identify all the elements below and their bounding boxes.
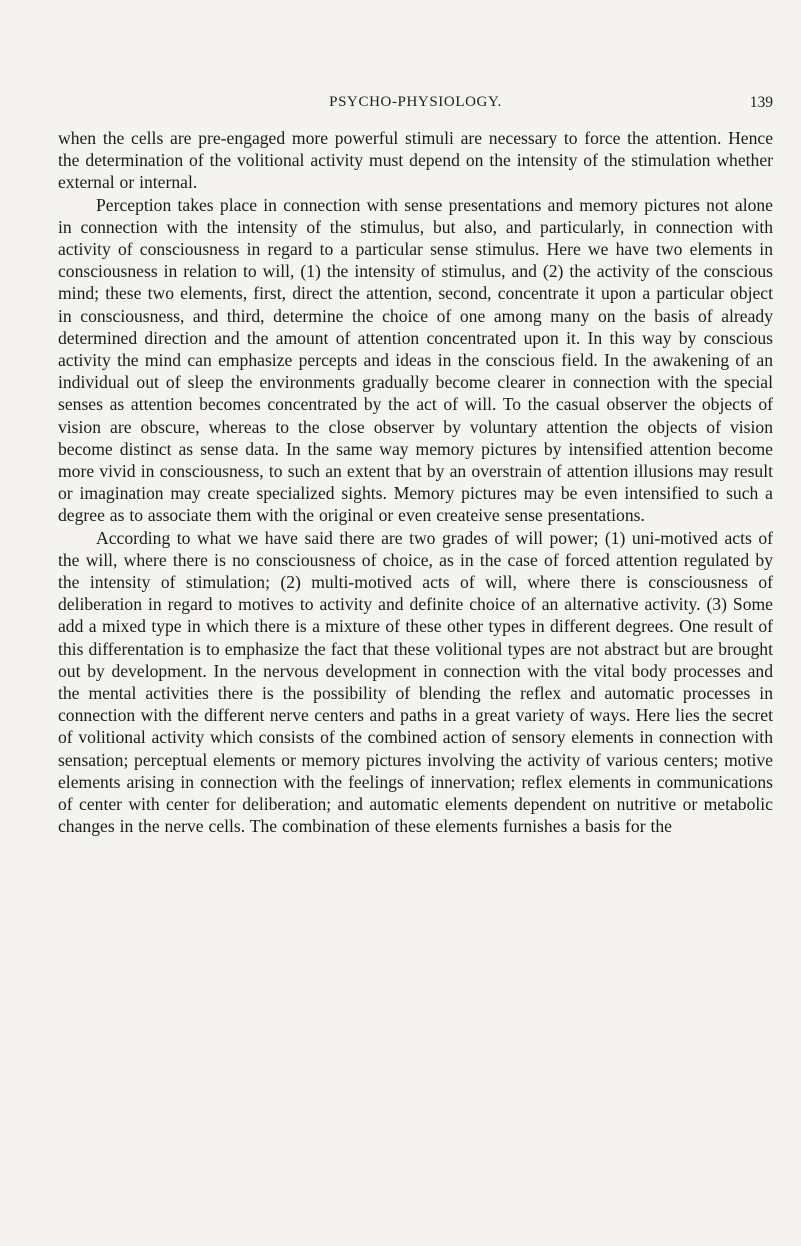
page-number: 139 xyxy=(749,94,773,111)
paragraph-continuation: when the cells are pre-engaged more powerful stimuli are necessary to force the attention. Hence the determination of the volitional activity must depend on the intensity of the stimulation whether external or internal. xyxy=(58,128,773,193)
paragraph-perception: Perception takes place in connection with sense presentations and memory pictures not alone in connection with the intensity of the stimulus, but also, and particularly, in connection with activity of consciousness in regard to a particular sense stimulus. Here we have two elements in consciousness in relation to will, (1) the intensity of stimulus, and (2) the activity of the conscious mind; these two elements, first, direct the attention, second, concentrate it upon a particular object in consciousness, and third, determine the choice of one among many on the basis of already determined direction and the amount of attention concentrated upon it. In this way by conscious activity the mind can emphasize percepts and ideas in the conscious field. In the awakening of an individual out of sleep the environments gradually become clearer in connection with the special senses as attention becomes concentrated by the act of will. To the casual observer the objects of vision are obscure, whereas to the close observer by voluntary attention the objects of vision become distinct as sense data. In the same way memory pictures by intensified attention become more vivid in consciousness, to such an extent that by an overstrain of attention illusions may result or imagination may create specialized sights. Memory pictures may be even intensified to such a degree as to associate them with the original or even createive sense presentations. xyxy=(58,194,773,526)
running-head xyxy=(58,94,773,116)
body-text xyxy=(58,127,773,838)
page-header-title: PSYCHO-PHYSIOLOGY. xyxy=(329,94,502,110)
paragraph-will-grades: According to what we have said there are two grades of will power; (1) uni-motived acts of the will, where there is no consciousness of choice, as in the case of forced attention regulated by the intensity of stimulation; (2) multi-motived acts of will, where there is consciousness of deliberation in regard to motives to activity and definite choice of an alternative activity. (3) Some add a mixed type in which there is a mixture of these other types in different degrees. One result of this differentation is to emphasize the fact that these volitional types are not abstract but are brought out by development. In the nervous development in connection with the vital body processes and the mental activities there is the possibility of blending the reflex and automatic processes in connection with the different nerve centers and paths in a great variety of ways. Here lies the secret of volitional activity which consists of the combined action of sensory elements in connection with sensation; perceptual elements or memory pictures involving the activity of various centers; motive elements arising in connection with the feelings of innervation; reflex elements in communications of center with center for deliberation; and automatic elements dependent on nutritive or metabolic changes in the nerve cells. The combination of these elements furnishes a basis for the xyxy=(58,527,773,837)
